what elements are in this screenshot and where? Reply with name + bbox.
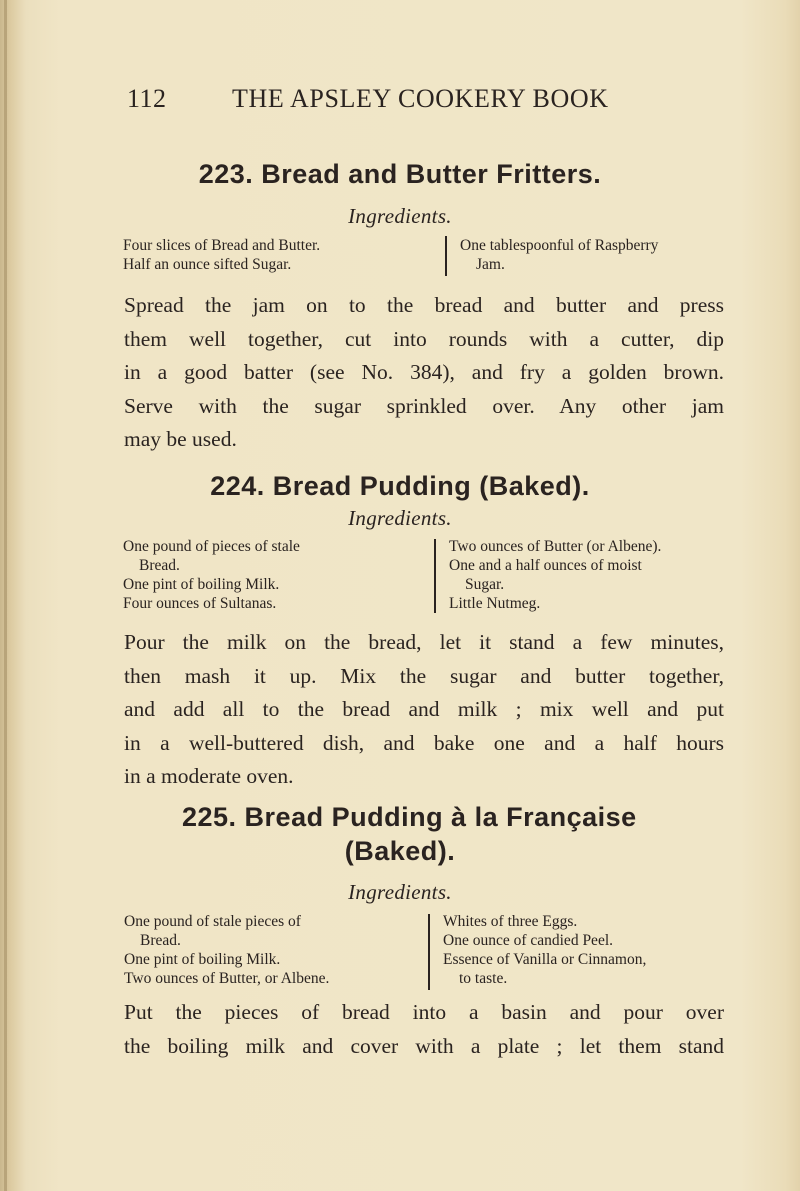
ingredient-line: to taste.: [459, 970, 508, 987]
paragraph-line: in a moderate oven.: [124, 764, 294, 788]
ingredient-line: One pound of pieces of stale: [123, 538, 300, 555]
ingredient-line: Two ounces of Butter, or Albene.: [124, 970, 330, 987]
column-divider: [428, 914, 430, 990]
paragraph-line: Serve with the sugar sprinkled over. Any other jam: [124, 393, 724, 418]
ingredients-heading-225: Ingredients.: [348, 880, 452, 904]
ingredients-right-column: [460, 236, 658, 274]
paragraph-line: Pour the milk on the bread, let it stand a few minutes,: [124, 630, 724, 654]
ingredient-line: Little Nutmeg.: [449, 595, 541, 612]
running-head: [0, 84, 800, 118]
recipe-title-225: 225. Bread Pudding à la Française: [182, 802, 637, 832]
ingredients-right-column: [449, 537, 661, 613]
ingredients-left-column: [123, 537, 300, 613]
ingredient-line: One pint of boiling Milk.: [124, 951, 281, 968]
paragraph-line: the boiling milk and cover with a plate ; let them stand: [124, 1033, 724, 1058]
recipe-title-225-continued: (Baked).: [344, 836, 456, 866]
ingredient-line: One and a half ounces of moist: [449, 557, 642, 574]
ingredients-table-223: [123, 236, 723, 276]
ingredients-heading-223: Ingredients.: [348, 204, 452, 228]
ingredients-table-225: [124, 912, 734, 992]
ingredient-line: Two ounces of Butter (or Albene).: [449, 538, 662, 555]
paragraph-line: Spread the jam on to the bread and butter and press: [124, 293, 724, 317]
ingredients-left-column: [124, 912, 329, 988]
paragraph-line: and add all to the bread and milk ; mix well and put: [124, 697, 724, 721]
column-divider: [445, 236, 447, 276]
paragraph-line: them well together, cut into rounds with a cutter, dip: [124, 326, 724, 351]
method-paragraph-225: [124, 996, 724, 1063]
ingredients-left-column: [123, 236, 320, 274]
page-number: 112: [127, 84, 167, 113]
ingredient-line: One tablespoonful of Raspberry: [460, 237, 659, 254]
book-title: THE APSLEY COOKERY BOOK: [232, 84, 609, 113]
ingredient-line: Whites of three Eggs.: [443, 913, 578, 930]
ingredients-table-224: [123, 537, 733, 615]
ingredient-line: Four ounces of Sultanas.: [123, 595, 277, 612]
ingredient-line: Sugar.: [465, 576, 505, 593]
ingredient-line: One ounce of candied Peel.: [443, 932, 614, 949]
column-divider: [434, 539, 436, 613]
ingredient-line: Jam.: [476, 256, 505, 273]
recipe-title-223: 223. Bread and Butter Fritters.: [198, 159, 602, 189]
method-paragraph-224: [124, 626, 724, 794]
ingredient-line: Bread.: [139, 557, 180, 574]
ingredients-right-column: [443, 912, 646, 988]
method-paragraph-223: [124, 289, 724, 457]
recipe-title-224: 224. Bread Pudding (Baked).: [210, 471, 590, 501]
paragraph-line: in a good batter (see No. 384), and fry a golden brown.: [124, 360, 724, 384]
paragraph-line: Put the pieces of bread into a basin and pour over: [124, 1000, 724, 1024]
ingredient-line: Four slices of Bread and Butter.: [123, 237, 321, 254]
paragraph-line: may be used.: [124, 427, 237, 451]
ingredients-heading-224: Ingredients.: [348, 506, 452, 530]
ingredient-line: Essence of Vanilla or Cinnamon,: [443, 951, 647, 968]
ingredient-line: One pint of boiling Milk.: [123, 576, 280, 593]
ingredient-line: Half an ounce sifted Sugar.: [123, 256, 292, 273]
ingredient-line: Bread.: [140, 932, 181, 949]
paragraph-line: in a well-buttered dish, and bake one and a half hours: [124, 730, 724, 755]
paragraph-line: then mash it up. Mix the sugar and butter together,: [124, 663, 724, 688]
ingredient-line: One pound of stale pieces of: [124, 913, 301, 930]
